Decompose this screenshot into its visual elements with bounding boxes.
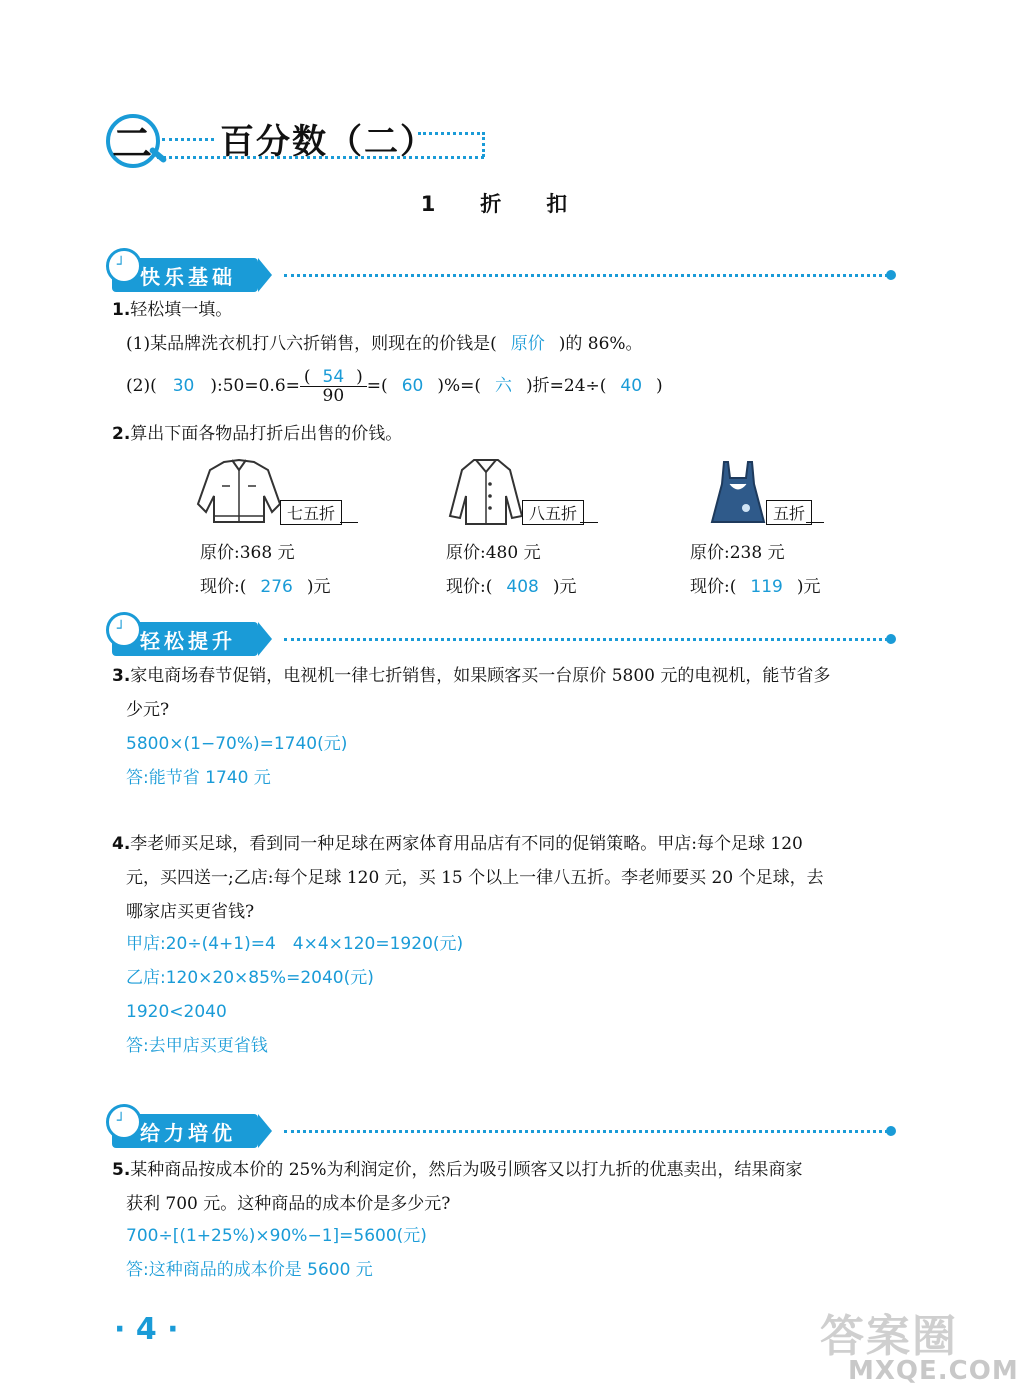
tag-underline bbox=[340, 522, 358, 523]
chapter-dotted-divider bbox=[162, 138, 214, 141]
clock-icon: ┘ bbox=[106, 248, 142, 284]
banner-advanced bbox=[112, 1114, 276, 1148]
question-text: 算出下面各物品打折后出售的价钱。 bbox=[130, 424, 403, 444]
original-price: 原价:238 元 bbox=[690, 543, 785, 563]
chapter-number: 二 bbox=[112, 121, 152, 167]
answer: 40 bbox=[620, 376, 643, 396]
current-price bbox=[690, 572, 820, 597]
tag-underline bbox=[580, 522, 598, 523]
jacket-icon bbox=[194, 456, 284, 528]
answer: 276 bbox=[260, 577, 293, 597]
question-text: 某种商品按成本价的 25%为利润定价，然后为吸引顾客又以打九折的优惠卖出，结果商家 bbox=[130, 1160, 803, 1180]
question-1 bbox=[112, 300, 232, 320]
text: (2)( bbox=[126, 376, 157, 396]
original-price: 原价:480 元 bbox=[446, 543, 541, 563]
banner-dotted-line bbox=[284, 638, 888, 641]
page-number: · 4 · bbox=[114, 1312, 179, 1347]
question-5-line-2: 获利 700 元。这种商品的成本价是多少元? bbox=[126, 1194, 451, 1214]
clock-icon: ┘ bbox=[106, 1104, 142, 1140]
question-4 bbox=[112, 834, 803, 854]
question-text: 轻松填一填。 bbox=[130, 300, 233, 320]
answer: 60 bbox=[401, 376, 424, 396]
banner-end-dot bbox=[886, 634, 896, 644]
answer-work-store-a: 甲店:20÷(4+1)=4 4×4×120=1920(元) bbox=[126, 934, 464, 954]
question-number: 5. bbox=[112, 1160, 131, 1180]
answer-statement: 答:去甲店买更省钱 bbox=[126, 1036, 268, 1056]
text: =( bbox=[366, 376, 388, 396]
watermark-url: MXQE.COM bbox=[848, 1356, 1019, 1386]
question-4-line-2: 元，买四送一;乙店:每个足球 120 元，买 15 个以上一律八五折。李老师要买 20 个足球，去 bbox=[126, 868, 824, 888]
text: )元 bbox=[796, 577, 821, 597]
text: (1)某品牌洗衣机打八六折销售，则现在的价钱是( bbox=[126, 334, 497, 354]
banner-label: 给力培优 bbox=[140, 1121, 236, 1145]
question-5 bbox=[112, 1160, 802, 1180]
text: )%=( bbox=[437, 376, 481, 396]
question-text: 李老师买足球，看到同一种足球在两家体育用品店有不同的促销策略。甲店:每个足球 120 bbox=[130, 834, 803, 854]
answer: 119 bbox=[750, 577, 783, 597]
banner-end-dot bbox=[886, 1126, 896, 1136]
clock-icon: ┘ bbox=[106, 612, 142, 648]
fraction: $\frac{( 54 )}{90}$ bbox=[300, 368, 367, 405]
banner-dotted-line bbox=[284, 1130, 888, 1133]
text: 现价:( bbox=[200, 577, 247, 597]
chapter-underline bbox=[150, 156, 484, 159]
answer-work-store-b: 乙店:120×20×85%=2040(元) bbox=[126, 968, 374, 988]
banner-basic bbox=[112, 258, 276, 292]
banner-arrow bbox=[258, 258, 272, 292]
text: )元 bbox=[306, 577, 331, 597]
answer-comparison: 1920<2040 bbox=[126, 1002, 227, 1022]
text: 现价:( bbox=[446, 577, 493, 597]
original-price: 原价:368 元 bbox=[200, 543, 295, 563]
question-number: 3. bbox=[112, 666, 131, 686]
question-text: 家电商场春节促销，电视机一律七折销售，如果顾客买一台原价 5800 元的电视机，能节省多 bbox=[130, 666, 831, 686]
answer: 原价 bbox=[510, 334, 545, 354]
chapter-title: 百分数（二） bbox=[220, 122, 436, 162]
question-4-line-3: 哪家店买更省钱? bbox=[126, 902, 255, 922]
question-3-line-2: 少元? bbox=[126, 700, 170, 720]
watermark-logo: 答案圈 bbox=[820, 1311, 958, 1362]
question-number: 1. bbox=[112, 300, 131, 320]
answer: 30 bbox=[172, 376, 195, 396]
text: )元 bbox=[552, 577, 577, 597]
answer-statement: 答:这种商品的成本价是 5600 元 bbox=[126, 1260, 373, 1280]
section-title: 1 折 扣 bbox=[420, 192, 580, 216]
coat-icon bbox=[446, 456, 526, 528]
tag-underline bbox=[806, 522, 824, 523]
question-number: 2. bbox=[112, 424, 131, 444]
text: 现价:( bbox=[690, 577, 737, 597]
dress-icon bbox=[706, 460, 770, 526]
banner-label: 快乐基础 bbox=[140, 265, 236, 289]
discount-tag: 五折 bbox=[766, 500, 812, 525]
current-price bbox=[446, 572, 576, 597]
fraction-numerator: 54 bbox=[322, 367, 345, 387]
answer-work: 700÷[(1+25%)×90%−1]=5600(元) bbox=[126, 1226, 427, 1246]
banner-dotted-line bbox=[284, 274, 888, 277]
question-number: 4. bbox=[112, 834, 131, 854]
text: )的 86%。 bbox=[558, 334, 643, 354]
text: ) bbox=[656, 376, 663, 396]
answer: 408 bbox=[506, 577, 539, 597]
discount-tag: 八五折 bbox=[522, 500, 584, 525]
banner-improve bbox=[112, 622, 276, 656]
banner-label: 轻松提升 bbox=[140, 629, 236, 653]
fraction-denominator: 90 bbox=[322, 386, 345, 406]
question-3 bbox=[112, 666, 830, 686]
banner-arrow bbox=[258, 1114, 272, 1148]
text: ):50=0.6= bbox=[210, 376, 300, 396]
text: )折=24÷( bbox=[526, 376, 607, 396]
banner-end-dot bbox=[886, 270, 896, 280]
question-2 bbox=[112, 424, 402, 444]
chapter-dotted-frame bbox=[418, 132, 485, 157]
question-1-part-1 bbox=[126, 334, 643, 354]
discount-tag: 七五折 bbox=[280, 500, 342, 525]
answer-work: 5800×(1−70%)=1740(元) bbox=[126, 734, 348, 754]
question-1-part-2 bbox=[126, 368, 663, 405]
answer-statement: 答:能节省 1740 元 bbox=[126, 768, 271, 788]
answer: 六 bbox=[495, 376, 512, 396]
banner-arrow bbox=[258, 622, 272, 656]
current-price bbox=[200, 572, 330, 597]
